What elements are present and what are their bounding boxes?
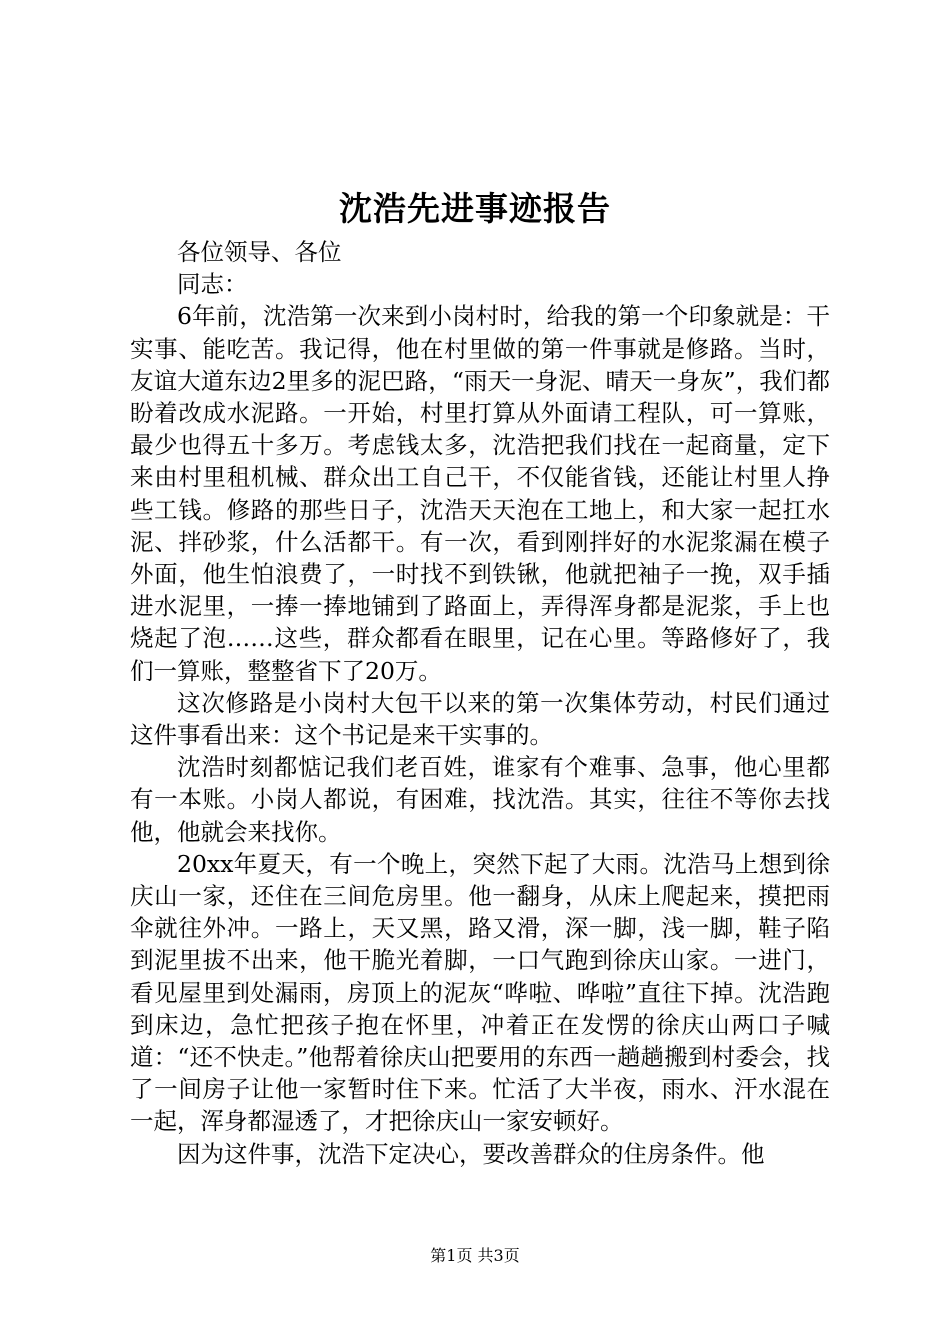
- page-footer: 第1页 共3页: [430, 1246, 520, 1265]
- salutation-line-1: 各位领导、各位: [177, 238, 342, 266]
- salutation-line-2: 同志：: [177, 270, 248, 299]
- document-title: 沈浩先进事迹报告: [339, 189, 611, 228]
- paragraph-4: 20xx年夏天，有一个晚上，突然下起了大雨。沈浩马上想到徐庆山一家，还住在三间危房里。他一翻身，从床上爬起来，摸把雨伞就往外冲。一路上，天又黑，路又滑，深一脚，浅一脚，鞋子陷到泥里拔不出来，他干脆光着脚，一口气跑到徐庆山家。一进门，看见屋里到处漏雨，房顶上的泥灰“哗啦、哗啦”直往下掉。沈浩跑到床边，急忙把孩子抱在怀里，冲着正在发愣的徐庆山两口子喊道：“还不快走。”他帮着徐庆山把要用的东西一趟趟搬到村委会，找了一间房子让他一家暂时住下来。忙活了大半夜，雨水、汗水混在一起，浑身都湿透了，才把徐庆山一家安顿好。: [130, 849, 830, 1136]
- document-body: [130, 236, 830, 1170]
- paragraph-5: 因为这件事，沈浩下定决心，要改善群众的住房条件。他: [177, 1139, 765, 1168]
- paragraph-3: 沈浩时刻都惦记我们老百姓，谁家有个难事、急事，他心里都有一本账。小岗人都说，有困难，找沈浩。其实，往往不等你去找他，他就会来找你。: [130, 753, 830, 846]
- paragraph-2: 这次修路是小岗村大包干以来的第一次集体劳动，村民们通过这件事看出来：这个书记是来干实事的。: [130, 688, 830, 750]
- paragraph-1: 6年前，沈浩第一次来到小岗村时，给我的第一个印象就是：干实事、能吃苦。我记得，他在村里做的第一件事就是修路。当时，友谊大道东边2里多的泥巴路，“雨天一身泥、晴天一身灰”，我们都盼着改成水泥路。一开始，村里打算从外面请工程队，可一算账，最少也得五十多万。考虑钱太多，沈浩把我们找在一起商量，定下来由村里租机械、群众出工自己干，不仅能省钱，还能让村里人挣些工钱。修路的那些日子，沈浩天天泡在工地上，和大家一起扛水泥、拌砂浆，什么活都干。有一次，看到刚拌好的水泥浆漏在模子外面，他生怕浪费了，一时找不到铁锹，他就把袖子一挽，双手插进水泥里，一捧一捧地铺到了路面上，弄得浑身都是泥浆，手上也烧起了泡……这些，群众都看在眼里，记在心里。等路修好了，我们一算账，整整省下了20万。: [130, 302, 830, 685]
